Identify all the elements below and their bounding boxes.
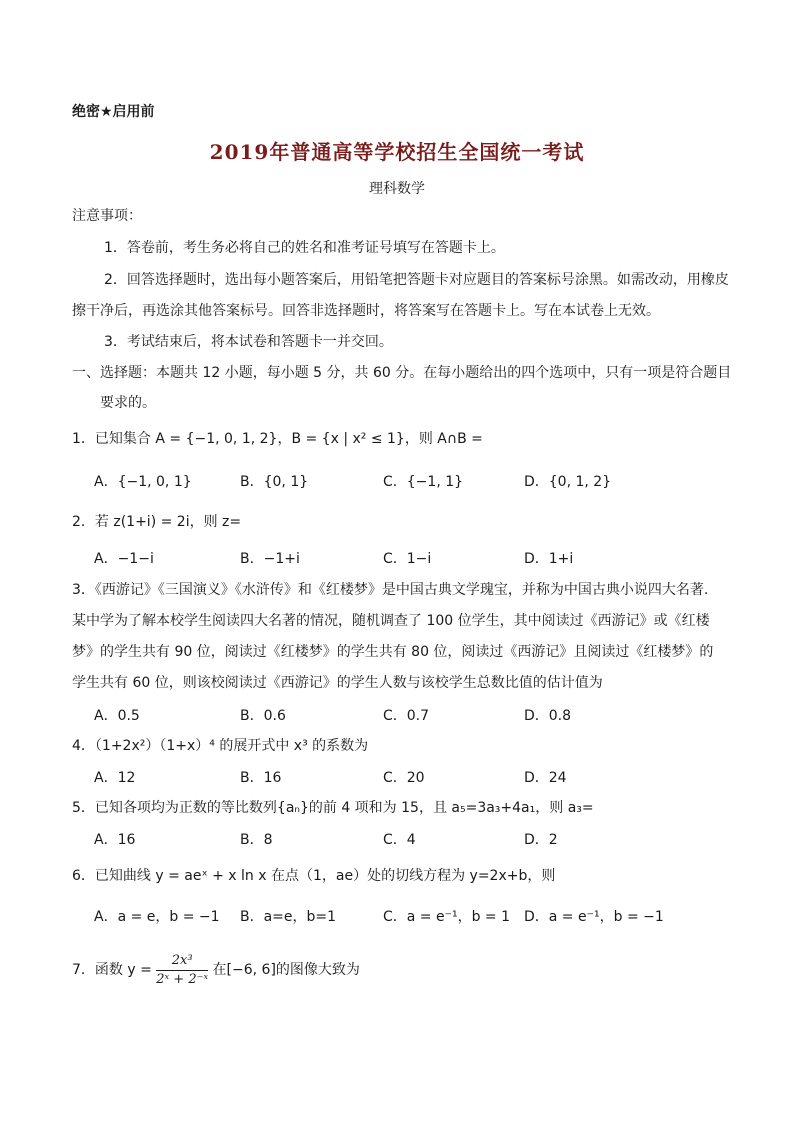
question-5-stem: 5．已知各项均为正数的等比数列{aₙ}的前 4 项和为 15，且 a₅=3a₃+4a₁，则 a₃=	[72, 800, 594, 816]
notice-heading: 注意事项：	[72, 208, 142, 224]
question-3-option-b: B．0.6	[240, 708, 286, 724]
question-6-option-b: B．a=e，b=1	[240, 909, 337, 925]
fraction-numerator: 2x³	[156, 952, 208, 971]
question-4-option-a: A．12	[94, 770, 136, 786]
question-5-option-b: B．8	[240, 832, 273, 848]
question-2-stem: 2．若 z(1+i) = 2i，则 z=	[72, 514, 242, 530]
fraction-denominator: 2ˣ + 2⁻ˣ	[156, 971, 209, 987]
question-3-line3: 梦》的学生共有 90 位，阅读过《红楼梦》的学生共有 80 位，阅读过《西游记》且阅读过《红楼梦》的	[72, 644, 714, 660]
question-3-option-a: A．0.5	[94, 708, 140, 724]
question-3-option-c: C．0.7	[383, 708, 430, 724]
question-5-option-d: D．2	[524, 832, 558, 848]
question-3-option-d: D．0.8	[524, 708, 572, 724]
question-1-option-c: C．{−1, 1}	[383, 474, 464, 490]
question-7-fraction	[156, 952, 208, 989]
question-3-line1: 3．《西游记》《三国演义》《水浒传》和《红楼梦》是中国古典文学瑰宝，并称为中国古典小说四大名著.	[72, 582, 709, 598]
question-1-option-d: D．{0, 1, 2}	[524, 474, 612, 490]
notice-item-2-line2: 擦干净后，再选涂其他答案标号。回答非选择题时，将答案写在答题卡上。写在本试卷上无效。	[72, 303, 660, 319]
notice-item-3: 3．考试结束后，将本试卷和答题卡一并交回。	[104, 334, 393, 350]
notice-item-1: 1．答卷前，考生务必将自己的姓名和准考证号填写在答题卡上。	[104, 240, 505, 256]
section-heading-line1: 一、选择题：本题共 12 小题，每小题 5 分，共 60 分。在每小题给出的四个选项中，只有一项是符合题目	[72, 365, 732, 381]
question-2-option-b: B．−1+i	[240, 551, 300, 567]
subject-label: 理科数学	[369, 181, 425, 197]
question-4-option-d: D．24	[524, 770, 567, 786]
question-6-option-a: A．a = e，b = −1	[94, 909, 220, 925]
question-6-option-c: C．a = e⁻¹，b = 1	[383, 909, 511, 925]
question-7-suffix: 在[−6, 6]的图像大致为	[212, 962, 360, 978]
question-2-option-c: C．1−i	[383, 551, 432, 567]
question-5-option-a: A．16	[94, 832, 136, 848]
question-4-option-b: B．16	[240, 770, 282, 786]
question-2-option-d: D．1+i	[524, 551, 574, 567]
question-3-line2: 某中学为了解本校学生阅读四大名著的情况，随机调查了 100 位学生，其中阅读过《西游记》或《红楼	[72, 613, 710, 629]
question-4-option-c: C．20	[383, 770, 425, 786]
question-1-option-b: B．{0, 1}	[240, 474, 309, 490]
question-7-stem	[72, 950, 360, 994]
notice-item-2-line1: 2．回答选择题时，选出每小题答案后，用铅笔把答题卡对应题目的答案标号涂黑。如需改动，用橡皮	[104, 272, 729, 288]
question-4-stem: 4．（1+2x²）（1+x）⁴ 的展开式中 x³ 的系数为	[72, 738, 369, 754]
question-3-line4: 学生共有 60 位，则该校阅读过《西游记》的学生人数与该校学生总数比值的估计值为	[72, 675, 603, 691]
question-5-option-c: C．4	[383, 832, 416, 848]
question-6-option-d: D．a = e⁻¹，b = −1	[524, 909, 664, 925]
confidential-label: 绝密★启用前	[72, 104, 155, 120]
question-1-option-a: A．{−1, 0, 1}	[94, 474, 192, 490]
exam-title: 2019年普通高等学校招生全国统一考试	[209, 140, 585, 164]
question-1-stem: 1．已知集合 A = {−1, 0, 1, 2}，B = {x | x² ≤ 1}，则 A∩B =	[72, 431, 483, 447]
section-heading-line2: 要求的。	[100, 395, 156, 411]
question-2-option-a: A．−1−i	[94, 551, 154, 567]
question-6-stem: 6．已知曲线 y = aeˣ + x ln x 在点（1，ae）处的切线方程为 y=2x+b，则	[72, 868, 556, 884]
question-7-prefix: 7．函数 y =	[72, 962, 152, 978]
